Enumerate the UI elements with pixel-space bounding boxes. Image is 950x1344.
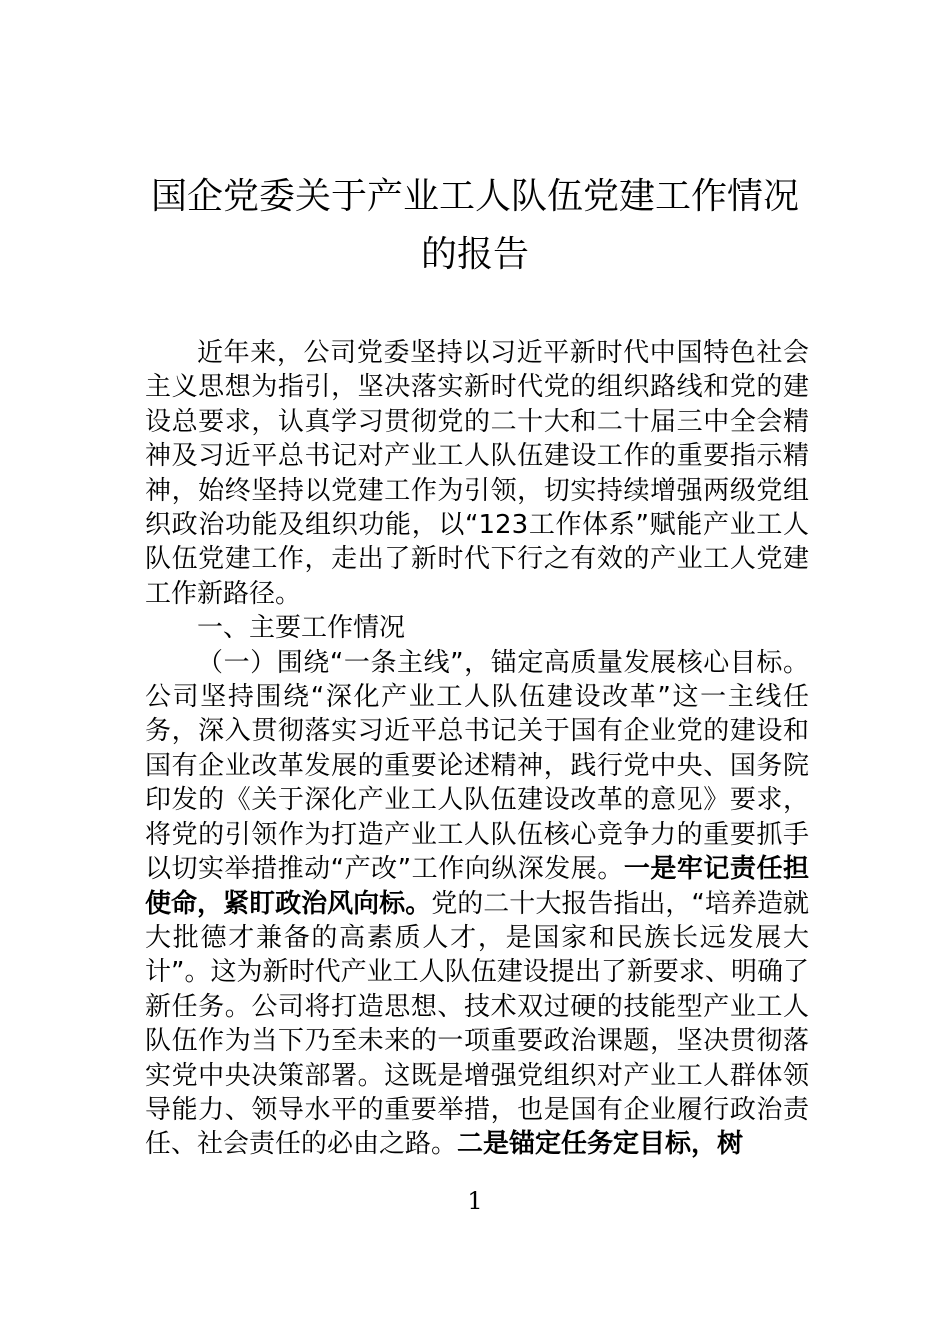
bold-emphasis: 二是锚定任务定目标，树 xyxy=(457,1129,744,1160)
bold-emphasis: 一是牢记责任担使命，紧盯政治风向标。 xyxy=(145,854,809,919)
section-heading: 一、主要工作情况 xyxy=(197,613,406,644)
paragraph-text: 党的二十大报告指出，“培养造就大批德才兼备的高素质人才，是国家和民族长远发展大计”。这为新时代产业工人队伍建设提出了新要求、明确了新任务。公司将打造思想、技术双过硬的技能型产业工人队伍作为当下乃至未来的一项重要政治课题，坚决贯彻落实党中央决策部署。这既是增强党组织对产业工人群体领导能力、领导水平的重要举措，也是国有企业履行政治责任、社会责任的必由之路。 xyxy=(145,888,809,1160)
title-line-1: 国企党委关于产业工人队伍党建工作情况 xyxy=(150,176,799,217)
document-body xyxy=(145,336,809,1162)
page-number: 1 xyxy=(467,1187,483,1215)
title-line-2: 的报告 xyxy=(420,234,529,275)
section-paragraph xyxy=(145,646,809,1162)
paragraph-text: （一）围绕“一条主线”，锚定高质量发展核心目标。公司坚持围绕“深化产业工人队伍建设改革”这一主线任务，深入贯彻落实习近平总书记关于国有企业党的建设和国有企业改革发展的重要论述精神，践行党中央、国务院印发的《关于深化产业工人队伍建设改革的意见》要求，将党的引领作为打造产业工人队伍核心竞争力的重要抓手以切实举措推动“产改”工作向纵深发展。 xyxy=(145,647,809,885)
document-title xyxy=(145,168,805,284)
intro-paragraph: 近年来，公司党委坚持以习近平新时代中国特色社会主义思想为指引，坚决落实新时代党的组织路线和党的建设总要求，认真学习贯彻党的二十大和二十届三中全会精神及习近平总书记对产业工人队伍建设工作的重要指示精神，始终坚持以党建工作为引领，切实持续增强两级党组织政治功能及组织功能，以“123工作体系”赋能产业工人队伍党建工作，走出了新时代下行之有效的产业工人党建工作新路径。 xyxy=(145,338,809,609)
